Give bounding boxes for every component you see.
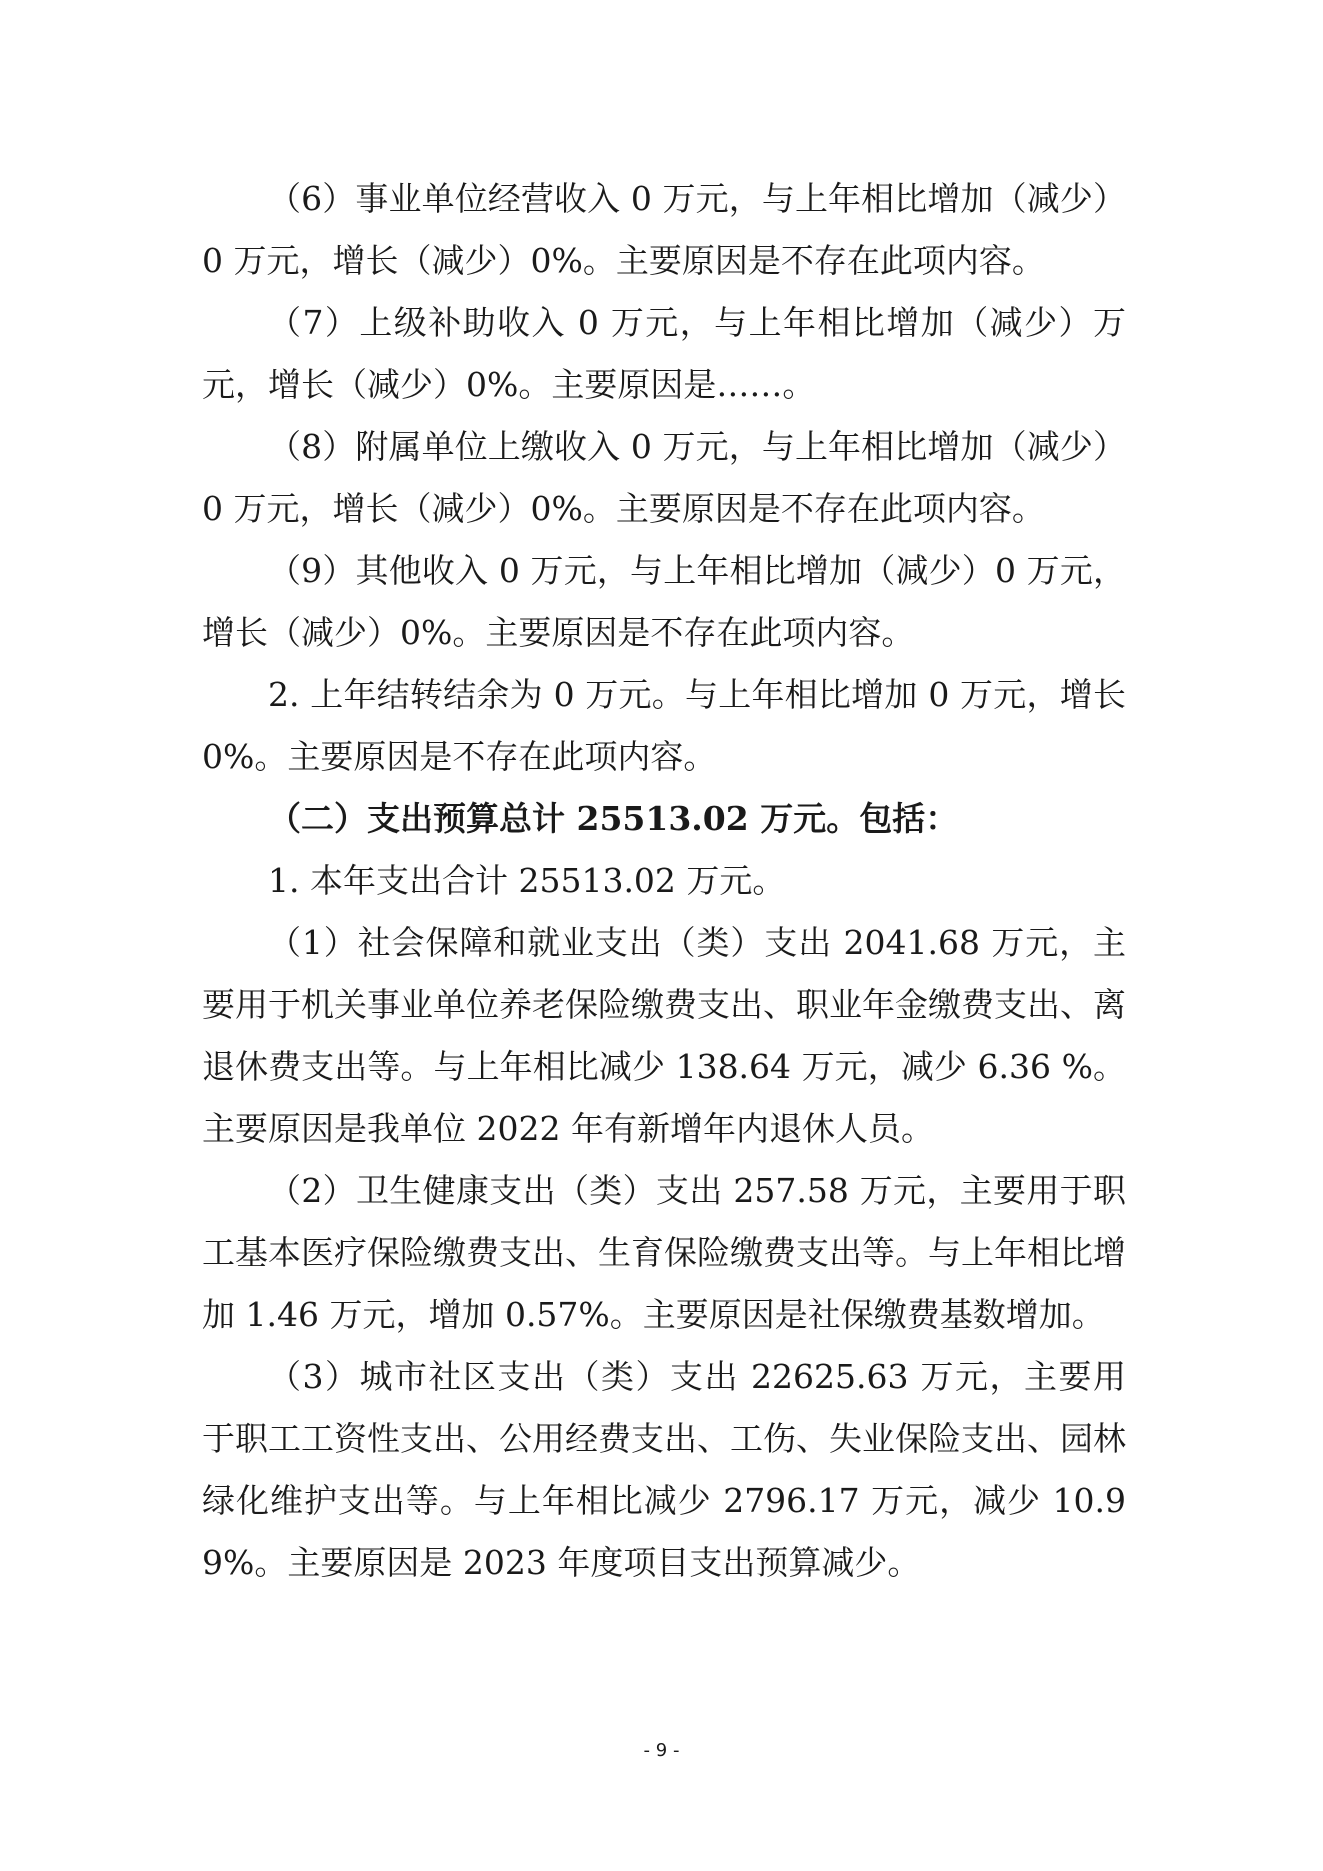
paragraph-health-expenditure: （2）卫生健康支出（类）支出 257.58 万元，主要用于职工基本医疗保险缴费支出、生育保险缴费支出等。与上年相比增加 1.46 万元，增加 0.57%。主要原因是社保缴费基数增加。 bbox=[202, 1171, 1126, 1334]
page-number: - 9 - bbox=[643, 1740, 680, 1761]
section-heading-expenditure: （二）支出预算总计 25513.02 万元。包括： bbox=[268, 799, 959, 838]
paragraph-other-income: （9）其他收入 0 万元，与上年相比增加（减少）0 万元，增长（减少）0%。主要原因是不存在此项内容。 bbox=[202, 551, 1126, 652]
paragraph-superior-subsidy: （7）上级补助收入 0 万元，与上年相比增加（减少）万元，增长（减少）0%。主要原因是……。 bbox=[202, 303, 1126, 404]
document-body bbox=[202, 168, 1126, 1594]
paragraph-social-security-expenditure: （1）社会保障和就业支出（类）支出 2041.68 万元，主要用于机关事业单位养老保险缴费支出、职业年金缴费支出、离退休费支出等。与上年相比减少 138.64 万元，减少 6.36 %。 主要原因是我单位 2022 年有新增年内退休人员。 bbox=[202, 923, 1126, 1148]
paragraph-urban-community-expenditure: （3）城市社区支出（类）支出 22625.63 万元，主要用于职工工资性支出、公用经费支出、工伤、失业保险支出、园林绿化维护支出等。与上年相比减少 2796.17 万元，减少 10.99%。主要原因是 2023 年度项目支出预算减少。 bbox=[202, 1357, 1126, 1582]
paragraph-carryover-balance: 2. 上年结转结余为 0 万元。与上年相比增加 0 万元，增长 0%。主要原因是不存在此项内容。 bbox=[202, 675, 1126, 776]
paragraph-business-income: （6）事业单位经营收入 0 万元，与上年相比增加（减少）0 万元，增长（减少）0%。主要原因是不存在此项内容。 bbox=[202, 179, 1126, 280]
paragraph-total-expenditure: 1. 本年支出合计 25513.02 万元。 bbox=[268, 861, 786, 900]
paragraph-affiliated-unit-income: （8）附属单位上缴收入 0 万元，与上年相比增加（减少）0 万元，增长（减少）0%。主要原因是不存在此项内容。 bbox=[202, 427, 1126, 528]
